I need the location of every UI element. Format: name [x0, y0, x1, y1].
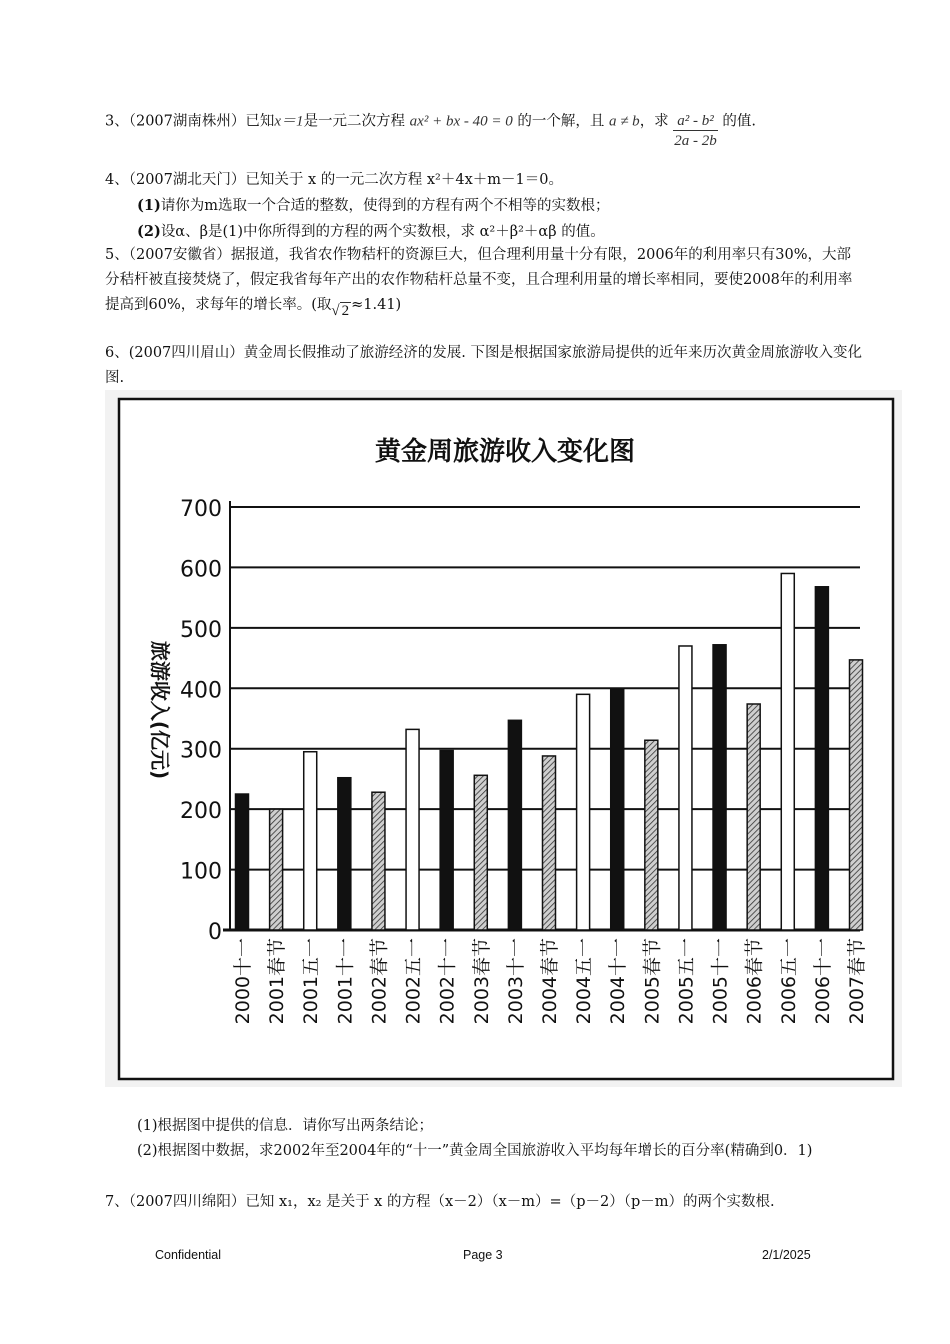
bar: [679, 646, 692, 930]
q3-condition: x＝1: [274, 113, 304, 130]
x-tick-label: 2005春节: [641, 938, 664, 1025]
q6-sub2: (2)根据图中数据，求2002年至2004年的“十一”黄金周全国旅游收入平均每年增长的百分率(精确到0．1): [137, 1143, 813, 1159]
bar: [406, 729, 419, 930]
q4-sub2-label: (2): [137, 223, 161, 240]
bar: [236, 794, 249, 930]
q3-fraction-denominator: 2a - 2b: [674, 133, 717, 149]
y-axis-label: 旅游收入(亿元): [148, 640, 172, 780]
footer-right: 2/1/2025: [762, 1248, 811, 1262]
question-3: [105, 102, 865, 149]
question-5: [105, 243, 865, 318]
bar: [270, 809, 283, 930]
q5-text: 5、（2007安徽省）据报道，我省农作物秸杆的资源巨大，但合理利用量十分有限，2006年的利用率只有30%，大部分秸杆被直接焚烧了，假定我省每年产出的农作物秸杆总量不变，且合理利用量的增长率相同，要使2008年的利用率提高到60%，求每年的增长率。(取: [105, 247, 853, 313]
y-tick-label: 700: [180, 497, 222, 522]
x-tick-label: 2005五一: [675, 938, 698, 1025]
question-6: [105, 341, 865, 391]
bar: [611, 688, 624, 930]
q5-tail: ≈1.41): [351, 297, 402, 313]
x-tick-label: 2003十一: [504, 938, 527, 1025]
q6-sub1: (1)根据图中提供的信息．请你写出两条结论；: [137, 1118, 434, 1134]
x-tick-label: 2007春节: [846, 938, 868, 1025]
x-tick-label: 2000十一: [232, 938, 254, 1025]
q3-ask: ，求: [639, 113, 669, 130]
bar: [577, 694, 590, 930]
footer-center: Page 3: [463, 1248, 503, 1262]
q3-fraction: [673, 112, 718, 151]
bar: [338, 778, 351, 930]
x-tick-label: 2005十一: [709, 938, 732, 1025]
x-tick-label: 2001十一: [334, 938, 357, 1025]
x-tick-label: 2006春节: [743, 938, 766, 1025]
y-tick-label: 300: [180, 738, 222, 764]
y-tick-label: 500: [180, 617, 222, 643]
q4-sub1-text: 请你为m选取一个合适的整数，使得到的方程有两个不相等的实数根；: [160, 198, 610, 214]
y-tick-label: 600: [180, 557, 222, 583]
x-tick-label: 2002十一: [436, 938, 459, 1025]
bar: [645, 740, 658, 930]
q3-end: 的值.: [722, 113, 757, 130]
bar: [508, 720, 521, 930]
bar: [815, 587, 828, 930]
q6-text: 6、(2007四川眉山）黄金周长假推动了旅游经济的发展. 下图是根据国家旅游局提供的近年来历次黄金周旅游收入变化图.: [105, 345, 862, 386]
x-tick-label: 2001五一: [300, 938, 323, 1025]
bar: [747, 704, 760, 930]
y-tick-label: 100: [180, 859, 222, 885]
q4-line1: 4、（2007湖北天门）已知关于 x 的一元二次方程 x²＋4x＋m－1＝0。: [105, 172, 563, 188]
q3-fraction-numerator: a² - b²: [673, 112, 718, 131]
bar: [304, 752, 317, 930]
q4-sub2: [105, 219, 865, 245]
bar: [781, 573, 794, 930]
x-tick-label: 2002春节: [368, 938, 391, 1025]
q5-sqrt: √ 2: [331, 303, 350, 319]
x-tick-label: 2006十一: [811, 938, 834, 1025]
q5-sqrt-radicand: 2: [341, 303, 350, 319]
x-tick-label: 2004春节: [539, 938, 561, 1025]
x-tick-label: 2001春节: [266, 938, 289, 1025]
x-tick-label: 2004五一: [573, 938, 596, 1025]
bar: [713, 645, 726, 930]
bar-chart: [105, 390, 902, 1087]
y-tick-label: 200: [180, 799, 222, 825]
bar: [372, 792, 385, 930]
q4-sub1-label: (1): [137, 197, 161, 214]
bar: [440, 751, 453, 930]
q3-mid2: 的一个解，且: [517, 113, 605, 130]
chart-title: 黄金周旅游收入变化图: [374, 437, 636, 467]
question-7: 7、（2007四川绵阳）已知 x₁，x₂ 是关于 x 的方程（x－2）（x－m）=（p－2）（p－m）的两个实数根.: [105, 1194, 775, 1210]
q4-sub2-text: 设α、β是(1)中你所得到的方程的两个实数根，求 α²＋β²＋αβ 的值。: [160, 224, 605, 240]
q3-equation: ax² + bx - 40 = 0: [409, 113, 513, 130]
y-tick-label: 400: [180, 678, 222, 704]
bar: [543, 756, 556, 930]
x-tick-label: 2004十一: [607, 938, 630, 1025]
q3-mid: 是一元二次方程: [303, 113, 406, 130]
bar: [474, 775, 487, 930]
question-4: [105, 168, 865, 245]
q3-prefix: 3、（2007湖南株州）已知: [105, 113, 275, 130]
footer-left: Confidential: [155, 1248, 222, 1262]
x-tick-label: 2006五一: [777, 938, 800, 1025]
x-tick-label: 2002五一: [402, 938, 425, 1025]
chart-figure: [105, 390, 902, 1087]
q4-sub1: [105, 193, 865, 219]
x-tick-label: 2003春节: [470, 938, 493, 1025]
y-tick-label: 0: [208, 920, 222, 945]
q3-neq: a ≠ b: [608, 113, 640, 130]
bar: [850, 660, 863, 930]
